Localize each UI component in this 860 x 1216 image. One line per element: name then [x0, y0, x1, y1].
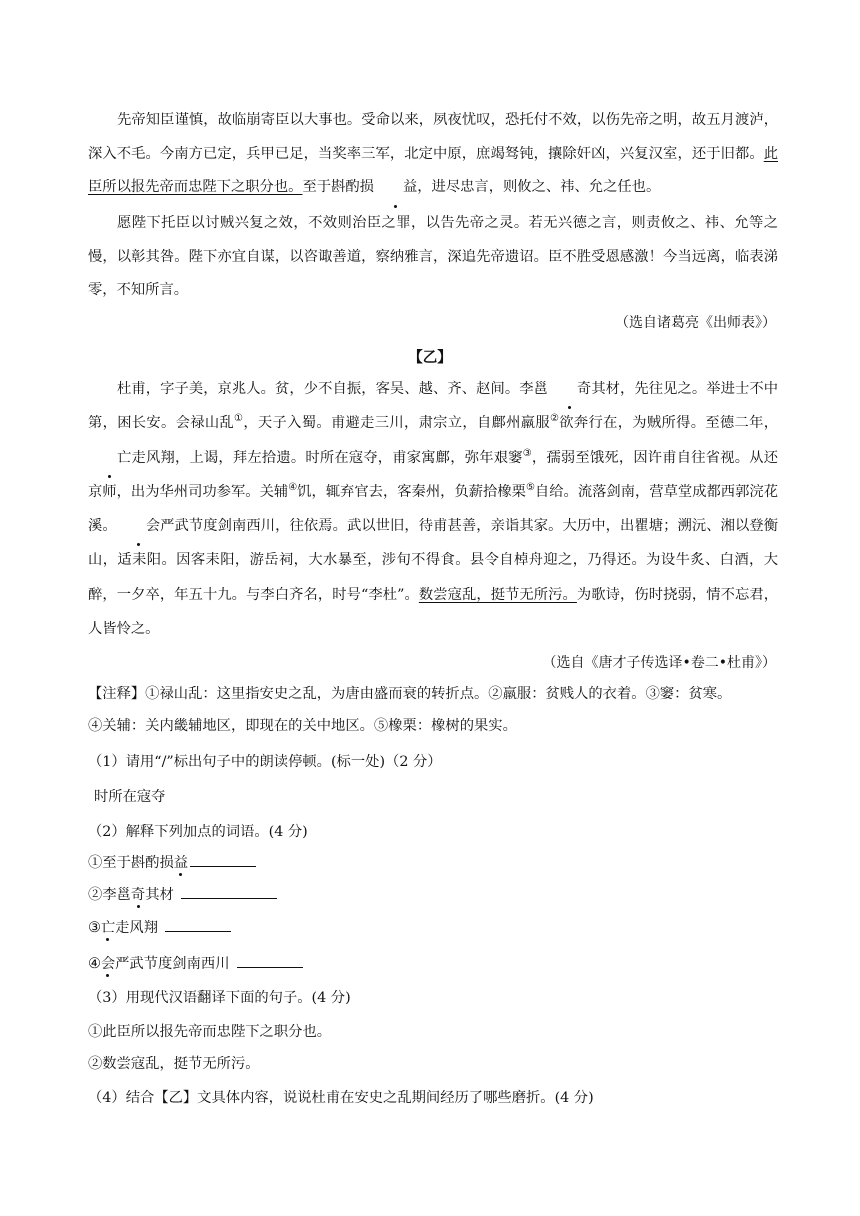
answer-blank[interactable] — [237, 953, 303, 968]
jia-paragraph-2: 愿陛下托臣以讨贼兴复之效，不效则治臣之罪，以告先帝之灵。若无兴德之言，则责攸之、祎、允等之慢，以彰其咎。陛下亦宜自谋，以咨诹善道，察纳雅言，深追先帝遗诏。臣不胜受恩感激！今当远离，临表涕零，不知所言。 — [88, 215, 778, 298]
note-marker-2: ② — [550, 413, 560, 425]
jia-p1-underlined: 此臣所以报先帝而忠陛下之职分也。 — [88, 145, 778, 195]
question-1-text: 时所在寇夺 — [94, 789, 166, 805]
question-2-item-1 — [88, 852, 256, 873]
notes-line-1: 【注释】①禄山乱：这里指安史之乱，为唐由盛而衰的转折点。②羸服：贫贱人的衣着。③窭：贫寒。 — [88, 686, 732, 702]
dotted-word: 亡 — [100, 920, 116, 936]
yi-underlined: 数尝寇乱，挺节无所污。 — [418, 586, 577, 603]
yi-text: ，天子入蜀。甫避走三川，肃宗立，自鄜州羸服 — [243, 415, 550, 432]
dotted-word-wang: 亡 — [88, 441, 131, 475]
yi-text: 欲奔行在，为贼所得。至德二年， — [559, 415, 779, 432]
q2-text: 其材 — [145, 887, 174, 903]
dotted-word-hui: 会 — [117, 509, 160, 543]
q2-text: ③ — [88, 920, 101, 936]
q2-text: ④ — [88, 956, 101, 972]
jia-p1-text-b: 至于斟酌损 — [302, 179, 374, 195]
q2-text: 严武节度剑南西川 — [115, 956, 230, 972]
question-3-label: （3）用现代汉语翻译下面的句子。(4 分) — [88, 990, 351, 1006]
yi-text: 其材，先往见之。举进士不中第，困长安。会禄山乱 — [88, 381, 778, 432]
yi-text: 杜甫，字子美，京兆人。贫，少不自振，客吴、越、齐、赵间。李邕 — [117, 381, 548, 397]
note-marker-5: ⑤ — [525, 482, 535, 494]
yi-text: 自给。流落剑南，营草堂成都西郭浣花溪。 — [88, 483, 779, 535]
yi-source: （选自《唐才子传选译•卷二•杜甫》） — [542, 655, 776, 671]
dotted-word: 益 — [173, 855, 189, 871]
question-2-item-3 — [88, 917, 231, 938]
jia-p1-text: 先帝知臣谨慎，故临崩寄臣以大事也。受命以来，夙夜忧叹，恐托付不效，以伤先帝之明，故五月渡泸，深入不毛。今南方已定，兵甲已足，当奖率三军，北定中原，庶竭驽钝，攘除奸凶，兴复汉室，还于旧都。 — [88, 112, 778, 162]
yi-title: 【乙】 — [408, 349, 452, 366]
yi-paragraph — [88, 372, 778, 646]
question-3-item-2: ②数尝寇乱，挺节无所污。 — [88, 1056, 260, 1072]
jia-paragraph-1 — [88, 104, 778, 205]
jia-source: （选自诸葛亮《出师表》） — [615, 315, 776, 331]
q2-text: ②李邕 — [88, 887, 131, 903]
answer-blank[interactable] — [190, 852, 256, 867]
question-1-label: （1）请用“/”标出句子中的朗读停顿。(标一处)（2 分） — [88, 754, 442, 770]
dotted-word: 会 — [100, 956, 116, 972]
answer-blank[interactable] — [165, 917, 231, 932]
question-2-item-4 — [88, 953, 303, 974]
q2-text: 走风翔 — [115, 920, 159, 936]
yi-text: 饥，辄弃官去，客秦州，负薪拾橡栗 — [297, 483, 526, 500]
dotted-word-qi: 奇 — [548, 372, 591, 406]
yi-text: 严武节度剑南西川，往依焉。武以世旧，待甫甚善，亲诣其家。大历中，出瞿塘；溯沅、湘以登衡山，适耒阳。因客耒阳，游岳祠，大水暴至，涉旬不得食。县令自棹舟迎之，乃得还。为设牛炙、白酒，大醉，一夕卒，年五十九。与李白齐名，时号“李杜”。 — [88, 518, 779, 603]
dotted-word: 奇 — [130, 887, 146, 903]
note-marker-1: ① — [234, 413, 244, 425]
note-marker-4: ④ — [288, 482, 298, 494]
yi-text: ，孺弱至饿死，因许甫自往省视。从还京师，出为华州司功参军。关辅 — [88, 449, 779, 500]
jia-p1-text-c: ，进尽忠言，则攸之、祎、允之任也。 — [417, 179, 661, 195]
notes-line-2: ④关辅：关内畿辅地区，即现在的关中地区。⑤橡栗：橡树的果实。 — [88, 718, 517, 734]
yi-text: 为歌诗，伤时挠弱，情不忘君，人皆怜之。 — [88, 586, 779, 638]
question-4-label: （4）结合【乙】文具体内容，说说杜甫在安史之乱期间经历了哪些磨折。(4 分) — [88, 1090, 594, 1106]
question-3-item-1: ①此臣所以报先帝而忠陛下之职分也。 — [88, 1024, 332, 1040]
note-marker-3: ③ — [522, 447, 532, 459]
question-2-label: （2）解释下列加点的词语。(4 分) — [88, 824, 308, 840]
q2-text: ①至于斟酌损 — [88, 855, 174, 871]
dotted-word-yi: 益 — [374, 171, 417, 205]
answer-blank[interactable] — [181, 884, 277, 899]
yi-text: 走风翔，上谒，拜左拾遗。时所在寇夺，甫家寓鄜，弥年艰窭 — [131, 449, 523, 466]
question-2-item-2 — [88, 884, 277, 905]
